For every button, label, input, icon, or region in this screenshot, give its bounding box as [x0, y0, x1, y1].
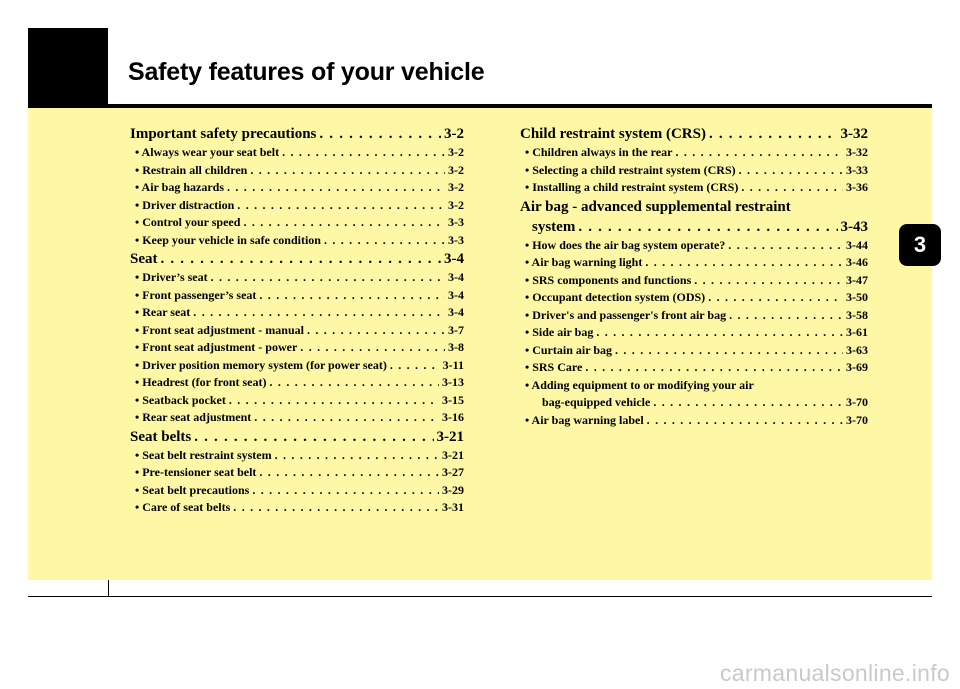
toc-section-heading[interactable]	[520, 197, 868, 217]
toc-item-page: 3-47	[846, 272, 868, 287]
toc-section-page: 3-21	[436, 428, 464, 445]
toc-item-label: • SRS Care	[525, 360, 583, 374]
toc-item[interactable]	[130, 144, 464, 162]
toc-section-label: Seat	[130, 251, 158, 267]
toc-item[interactable]	[130, 214, 464, 232]
toc-item[interactable]	[520, 254, 868, 272]
leader-dots	[275, 447, 439, 465]
toc-item-label: • Rear seat adjustment	[135, 410, 252, 424]
toc-item-page: 3-21	[442, 447, 464, 462]
toc-item[interactable]	[130, 409, 464, 427]
toc-item-label: • Adding equipment to or modifying your air	[525, 377, 754, 392]
toc-item-label-cont: bag-equipped vehicle	[542, 395, 651, 409]
leader-dots	[161, 249, 442, 269]
toc-item[interactable]	[130, 357, 464, 375]
toc-item-label: • Side air bag	[525, 325, 594, 339]
toc-item[interactable]	[130, 374, 464, 392]
toc-item-label: • Always wear your seat belt	[135, 145, 280, 159]
toc-item-label: • Restrain all children	[135, 162, 248, 177]
toc-item[interactable]	[520, 289, 868, 307]
leader-dots	[653, 394, 843, 412]
toc-item-label: • How does the air bag system operate?	[525, 237, 726, 252]
leader-dots	[211, 269, 445, 287]
toc-item[interactable]	[130, 197, 464, 215]
toc-item-page: 3-13	[442, 375, 464, 389]
toc-item[interactable]	[130, 339, 464, 357]
toc-section-label: Child restraint system (CRS)	[520, 126, 706, 142]
toc-item-page: 3-31	[442, 500, 464, 514]
leader-dots	[259, 464, 439, 482]
toc-item-label: • Driver's and passenger's front air bag	[525, 307, 727, 322]
toc-item-page: 3-58	[846, 307, 868, 322]
toc-item[interactable]	[520, 342, 868, 360]
leader-dots	[741, 179, 843, 197]
toc-item-page: 3-3	[448, 215, 464, 229]
toc-item-page: 3-4	[448, 287, 464, 302]
toc-item-page: 3-8	[448, 340, 464, 354]
toc-section[interactable]	[130, 427, 464, 447]
leader-dots	[585, 359, 843, 377]
toc-item-page: 3-2	[448, 162, 464, 177]
toc-item-label: • Keep your vehicle in safe condition	[135, 232, 321, 247]
margin-line	[108, 580, 109, 597]
leader-dots	[390, 357, 440, 375]
toc-item[interactable]	[130, 232, 464, 250]
toc-item-label: • Driver position memory system (for power seat)	[135, 357, 387, 372]
leader-dots	[193, 304, 445, 322]
leader-dots	[194, 427, 433, 447]
toc-item-heading[interactable]	[520, 377, 868, 395]
toc-item-label: • Rear seat	[135, 305, 191, 319]
leader-dots	[270, 374, 439, 392]
toc-item-label: • Children always in the rear	[525, 145, 673, 159]
toc-item-page: 3-70	[846, 412, 868, 427]
toc-section[interactable]	[130, 124, 464, 144]
toc-item-label: • Curtain air bag	[525, 342, 612, 357]
toc-item-label: • Headrest (for front seat)	[135, 375, 267, 389]
toc-item[interactable]	[520, 324, 868, 342]
toc-item[interactable]	[130, 269, 464, 287]
toc-item-page: 3-7	[448, 322, 464, 337]
leader-dots	[319, 124, 441, 144]
toc-item[interactable]	[130, 464, 464, 482]
leader-dots	[233, 499, 439, 517]
toc-item-label: • Driver distraction	[135, 197, 235, 212]
leader-dots	[709, 124, 838, 144]
toc-item-label: • Control your speed	[135, 215, 241, 229]
toc-item[interactable]	[130, 322, 464, 340]
leader-dots	[250, 162, 445, 180]
toc-section-page: 3-43	[840, 218, 868, 235]
toc-item-page: 3-11	[442, 357, 464, 372]
leader-dots	[647, 412, 843, 430]
toc-section-label: Seat belts	[130, 428, 192, 445]
toc-item[interactable]	[520, 394, 868, 412]
page-title: Safety features of your vehicle	[128, 58, 485, 86]
toc-item-page: 3-2	[448, 197, 464, 212]
toc-item-label: • Seatback pocket	[135, 392, 226, 407]
toc-section[interactable]	[520, 217, 868, 237]
chapter-tab[interactable]: 3	[899, 224, 941, 266]
toc-item[interactable]	[520, 412, 868, 430]
toc-item-page: 3-4	[448, 305, 464, 319]
toc-item-label: • Pre-tensioner seat belt	[135, 465, 257, 479]
toc-item-page: 3-3	[448, 232, 464, 247]
toc-item-label: • Air bag warning label	[525, 412, 644, 427]
toc-item-page: 3-63	[846, 342, 868, 357]
leader-dots	[243, 214, 445, 232]
toc-item-label: • Occupant detection system (ODS)	[525, 290, 706, 304]
toc-item-page: 3-36	[846, 180, 868, 194]
toc-item-page: 3-29	[442, 482, 464, 497]
toc-item-page: 3-50	[846, 290, 868, 304]
corner-block	[28, 28, 108, 108]
toc-item-page: 3-16	[442, 410, 464, 424]
leader-dots	[596, 324, 843, 342]
toc-right-column	[520, 124, 868, 429]
leader-dots	[728, 237, 843, 255]
toc-item[interactable]	[520, 162, 868, 180]
toc-item-page: 3-2	[448, 145, 464, 159]
leader-dots	[324, 232, 445, 250]
toc-left-column	[130, 124, 464, 517]
toc-item-page: 3-4	[448, 270, 464, 284]
toc-item[interactable]	[130, 304, 464, 322]
toc-section-label: Air bag - advanced supplemental restraint	[520, 198, 791, 215]
leader-dots	[237, 197, 445, 215]
leader-dots	[282, 144, 445, 162]
toc-item-page: 3-61	[846, 325, 868, 339]
toc-item-page: 3-70	[846, 395, 868, 409]
toc-item[interactable]	[520, 179, 868, 197]
toc-item-label: • Front passenger’s seat	[135, 287, 257, 302]
leader-dots	[578, 217, 837, 237]
toc-item[interactable]	[130, 287, 464, 305]
leader-dots	[254, 409, 439, 427]
leader-dots	[708, 289, 843, 307]
leader-dots	[645, 254, 843, 272]
toc-item-label: • SRS components and functions	[525, 272, 692, 287]
toc-item-page: 3-46	[846, 255, 868, 269]
toc-item-page: 3-33	[846, 162, 868, 177]
watermark: carmanualsonline.info	[719, 660, 950, 686]
toc-item-label: • Air bag hazards	[135, 180, 224, 194]
toc-section[interactable]	[130, 249, 464, 269]
toc-item[interactable]	[520, 237, 868, 255]
toc-item[interactable]	[130, 179, 464, 197]
toc-item[interactable]	[130, 482, 464, 500]
toc-item[interactable]	[520, 307, 868, 325]
toc-item[interactable]	[130, 447, 464, 465]
leader-dots	[615, 342, 843, 360]
toc-item-page: 3-69	[846, 360, 868, 374]
leader-dots	[729, 307, 843, 325]
toc-item-page: 3-2	[448, 180, 464, 194]
toc-section-label: Important safety precautions	[130, 126, 317, 142]
toc-item-label: • Seat belt precautions	[135, 482, 250, 497]
toc-item-page: 3-27	[442, 465, 464, 479]
toc-item-page: 3-15	[442, 392, 464, 407]
toc-section-page: 3-32	[840, 126, 868, 142]
toc-item-label: • Driver’s seat	[135, 270, 208, 284]
toc-item[interactable]	[130, 392, 464, 410]
toc-item[interactable]	[130, 499, 464, 517]
leader-dots	[300, 339, 445, 357]
toc-item[interactable]	[520, 144, 868, 162]
toc-item-label: • Installing a child restraint system (CRS)	[525, 180, 739, 194]
leader-dots	[307, 322, 445, 340]
leader-dots	[694, 272, 843, 290]
leader-dots	[259, 287, 445, 305]
leader-dots	[675, 144, 843, 162]
toc-item-label: • Front seat adjustment - manual	[135, 322, 304, 337]
bottom-rule	[28, 596, 932, 597]
toc-item-label: • Selecting a child restraint system (CRS)	[525, 162, 736, 177]
toc-item-label: • Front seat adjustment - power	[135, 340, 298, 354]
leader-dots	[229, 392, 439, 410]
leader-dots	[739, 162, 843, 180]
toc-section-page: 3-2	[444, 126, 464, 142]
toc-item[interactable]	[520, 359, 868, 377]
toc-item-label: • Seat belt restraint system	[135, 447, 272, 462]
toc-item-label: • Air bag warning light	[525, 255, 643, 269]
leader-dots	[252, 482, 439, 500]
toc-section[interactable]	[520, 124, 868, 144]
toc-section-page: 3-4	[444, 251, 464, 267]
toc-item-page: 3-32	[846, 145, 868, 159]
toc-section-label-cont: system	[532, 218, 576, 235]
toc-item[interactable]	[130, 162, 464, 180]
toc-item[interactable]	[520, 272, 868, 290]
toc-item-label: • Care of seat belts	[135, 500, 231, 514]
leader-dots	[227, 179, 445, 197]
toc-item-page: 3-44	[846, 237, 868, 252]
